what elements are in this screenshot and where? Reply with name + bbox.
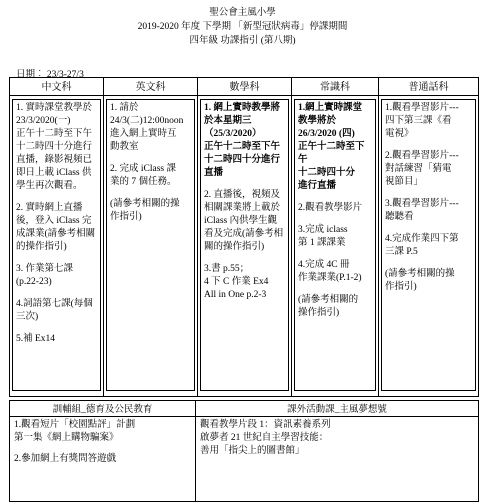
homework-item: 1. 實時課堂教學於 23/3/2020(一) 正午十二時至下午 十二時四十分進行 直播，錄影視頻已 即日上載 iClass 供 學生再次觀看。 [16,103,93,191]
homework-table [9,77,479,397]
homework-item: 1.觀看學習影片--- 四下第三課《看 電視》 [385,103,459,139]
subject-cell-math [198,96,292,397]
homework-item: 4.完成 4C 冊 作業課業(P.1-2) [298,260,362,283]
extra-activities-table [9,400,479,502]
homework-item: 3. 作業第七課 (p.22-23) [16,264,74,287]
subject-box [381,99,476,391]
homework-item: 1. 請於 24/3(二)12:00noon 進入網上實時互 動教室 [110,103,184,152]
subject-header-english: 英文科 [104,78,198,96]
homework-item: 4.完成作業四下第 三課 P.5 [385,234,459,257]
subject-header-general-studies: 常識科 [292,78,379,96]
extracurricular-item: 觀看教學片段 1：資訊素養系列 啟夢者 21 世紀自主學習技能： 善用「指尖上的圖書館」 [200,420,331,456]
school-name: 聖公會主風小學 [209,8,276,18]
homework-item: (請參考相關的操 作指引) [110,199,180,222]
homework-item: 2. 實時網上直播 後，登入 iClass 完 成課業(請參考相關 的操作指引) [16,203,96,252]
homework-item: 5.補 Ex14 [16,334,56,344]
subject-cell-english [104,96,198,397]
homework-item: 2. 完成 iClass 課 業的 7 個任務。 [110,164,177,187]
subject-header-chinese: 中文科 [10,78,104,96]
moral-education-content [10,417,196,502]
homework-item: 3.書 p.55； 4 下 C 作業 Ex4 All in One p.2-3 [204,264,269,300]
subject-cell-putonghua [379,96,479,397]
subject-cell-chinese [10,96,104,397]
subject-box [106,99,195,391]
homework-item: 2.觀看學習影片--- 對話練習「猜電 視節目」 [385,151,459,187]
homework-item: 3.觀看學習影片--- 聽聽看 [385,199,459,222]
homework-item: 1. 網上實時教學將 於本星期三 （25/3/2020） 正午十二時至下午 十二時四十分進行 直播 [204,103,281,178]
homework-item: 2. 直播後，視頻及 相關課業將上載於 iClass 內供學生觀 看及完成(請參考相 關的操作指引) [204,190,284,252]
homework-item: 1.網上實時課堂 教學將於 26/3/2020 (四) 正午十二時至下午 十二時四十分 進行直播 [298,103,365,191]
guide-line: 四年級 功課指引 (第八期) [189,36,296,46]
subject-header-math: 數學科 [198,78,292,96]
extracurricular-title: 課外活動課_主風夢想號 [196,401,479,417]
moral-education-title: 訓輔組_德育及公民教育 [10,401,196,417]
subject-box [200,99,289,391]
extracurricular-content [196,417,479,502]
homework-item: (請參考相關的 操作指引) [298,295,359,318]
subject-header-putonghua: 普通話科 [379,78,479,96]
term-line: 2019-2020 年度 下學期 「新型冠狀病毒」停課期間 [137,22,348,32]
homework-item: 4.詞語第七課(每個 三次) [16,299,93,322]
subject-cell-general-studies [292,96,379,397]
homework-item: 2.觀看教學影片 [298,203,363,213]
subject-box [12,99,101,391]
date-line: 日期︰ 23/3-27/3 [16,70,84,80]
moral-item: 1.觀看短片「校園點評」計劃 第一集《網上購物騙案》 [14,420,136,443]
moral-item: 2.參加網上有獎問答遊戲 [14,454,117,464]
subject-box [294,99,376,391]
homework-item: (請參考相關的操 作指引) [385,269,455,292]
homework-item: 3.完成 iclass 第 1 課課業 [298,225,348,248]
